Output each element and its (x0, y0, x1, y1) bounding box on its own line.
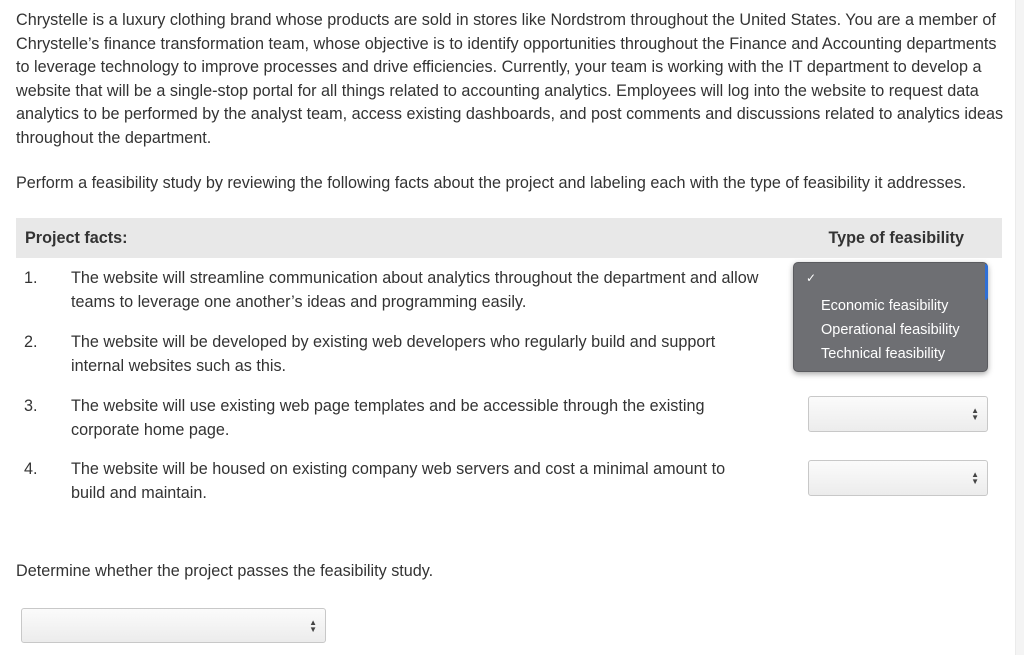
instruction-text: Perform a feasibility study by reviewing the following facts about the project and labeling each with the type of feasibility it addresses. (16, 174, 967, 192)
pass-fail-select[interactable] (21, 608, 326, 643)
fact-text: The website will be developed by existing web developers who regularly build and support internal websites such as this. (71, 333, 716, 375)
intro-paragraph: Chrystelle is a luxury clothing brand whose products are sold in stores like Nordstrom throughout the United States. You are a member of Chrystelle’s finance transformation team, whose objective is to identify opportunities throughout the Finance and Accounting departments to leverage technology to improve processes and drive efficiencies. Currently, your team is working with the IT department to develop a website that will be a single-stop portal for all things related to accounting analytics. Employees will log into the website to request data analytics to be performed by the analyst team, access existing dashboards, and post comments and discussions related to analytics ideas throughout the department. (16, 11, 1004, 147)
fact-number: 4. (24, 460, 38, 478)
feasibility-select-3[interactable] (808, 396, 988, 432)
header-project-facts: Project facts: (25, 229, 128, 247)
fact-text: The website will use existing web page templates and be accessible through the existing corporate home page. (71, 397, 705, 439)
fact-text: The website will be housed on existing company web servers and cost a minimal amount to build and maintain. (71, 460, 726, 502)
option-economic-feasibility[interactable]: Economic feasibility (821, 298, 949, 314)
table-header (16, 218, 1002, 258)
select-arrows-icon: ▲ ▼ (971, 470, 979, 486)
feasibility-select-4[interactable] (808, 460, 988, 496)
fact-text: The website will streamline communication about analytics throughout the department and allow teams to leverage one another’s ideas and programming easily. (71, 269, 759, 311)
checkmark-icon: ✓ (806, 271, 817, 285)
fact-number: 1. (24, 269, 38, 287)
option-technical-feasibility[interactable]: Technical feasibility (821, 346, 946, 362)
fact-number: 2. (24, 333, 38, 351)
header-type-of-feasibility: Type of feasibility (828, 229, 964, 247)
feasibility-dropdown-menu-1[interactable] (793, 262, 988, 372)
fact-number: 3. (24, 397, 38, 415)
select-arrows-icon: ▲ ▼ (971, 406, 979, 422)
page-scrollbar[interactable] (1015, 0, 1024, 655)
focus-ring-edge (985, 264, 988, 300)
select-arrows-icon: ▲ ▼ (309, 617, 317, 634)
option-operational-feasibility[interactable]: Operational feasibility (821, 322, 960, 338)
determine-question: Determine whether the project passes the feasibility study. (16, 562, 434, 580)
